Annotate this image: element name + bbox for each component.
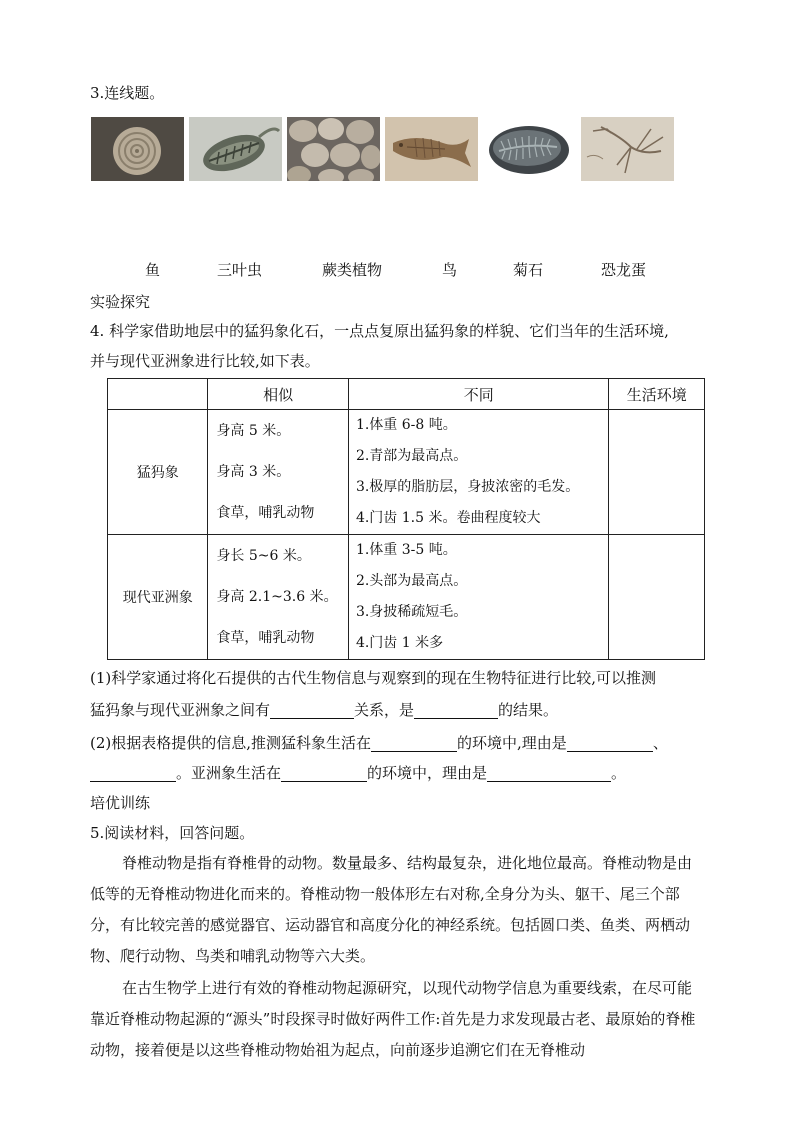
mammoth-similar-1: 身高 5 米。: [216, 422, 291, 439]
dinosaur-egg-fossil-photo: [287, 117, 380, 181]
table-row: [108, 410, 705, 535]
mammoth-similar-2: 身高 3 米。: [216, 463, 291, 480]
q5-heading: 5.阅读材料，回答问题。: [90, 824, 255, 842]
q4-sub1-line1: (1)科学家通过将化石提供的古代生物信息与观察到的现在生物特征进行比较,可以推测: [90, 669, 657, 687]
q5-paragraph-1: 脊椎动物是指有脊椎骨的动物。数量最多、结构最复杂，进化地位最高。脊椎动物是由低等的无脊椎动物进化而来的。脊椎动物一般体形左右对称,全身分为头、躯干、尾三个部分，有比较完善的感觉器官、运动器官和高度分化的神经系统。包括圆口类、鱼类、两栖动物、爬行动物、鸟类和哺乳动物等六大类。: [90, 854, 693, 965]
elephant-similar-cell: [208, 535, 349, 660]
sub2-text-f: 。: [611, 764, 627, 782]
answer-blank-result[interactable]: [414, 700, 498, 719]
elephant-diff-1: 1.体重 3-5 吨。: [355, 542, 457, 558]
table-header-row: [108, 379, 705, 410]
label-ammonite: 菊石: [513, 261, 544, 279]
fern-fossil-photo: [483, 117, 576, 181]
answer-blank-elephant-env[interactable]: [281, 763, 367, 782]
sub2-text-b: 的环境中,理由是: [457, 734, 567, 752]
fish-fossil-photo: [385, 117, 478, 181]
mammoth-diff-3: 3.极厚的脂肪层，身披浓密的毛发。: [355, 479, 580, 495]
mammoth-different-cell: [348, 410, 609, 535]
elephant-diff-4: 4.门齿 1 米多: [355, 635, 444, 651]
elephant-env-cell[interactable]: [609, 535, 705, 660]
answer-blank-mammoth-env[interactable]: [371, 733, 457, 752]
trilobite-fossil-photo: [189, 117, 282, 181]
elephant-similar-3: 食草，哺乳动物: [216, 629, 315, 646]
mammoth-diff-1: 1.体重 6-8 吨。: [355, 417, 457, 433]
header-environment: 生活环境: [609, 379, 705, 410]
q3-heading: 3.连线题。: [90, 84, 165, 102]
ammonite-fossil-photo: [91, 117, 184, 181]
sub1-text-a: 猛犸象与现代亚洲象之间有: [90, 701, 271, 719]
elephant-diff-3: 3.身披稀疏短毛。: [355, 604, 468, 620]
mammoth-diff-2: 2.青部为最高点。: [355, 448, 468, 464]
mammoth-diff-4: 4.门齿 1.5 米。卷曲程度较大: [355, 510, 541, 526]
header-different: 不同: [348, 379, 609, 410]
bird-fossil-photo: [581, 117, 674, 181]
elephant-different-cell: [348, 535, 609, 660]
q4-sub2-line2: [90, 762, 626, 783]
answer-blank-relation[interactable]: [270, 700, 354, 719]
header-similar: 相似: [208, 379, 349, 410]
sub2-text-a: (2)根据表格提供的信息,推测猛科象生活在: [90, 734, 372, 752]
sub1-text-c: 的结果。: [498, 701, 559, 719]
row-name-mammoth: 猛犸象: [108, 410, 208, 535]
label-fern: 蕨类植物: [322, 261, 383, 279]
answer-blank-elephant-reason[interactable]: [487, 763, 611, 782]
table-row: [108, 535, 705, 660]
q5-paragraph-2: 在古生物学上进行有效的脊椎动物起源研究，以现代动物学信息为重要线索，在尽可能靠近脊椎动物起源的“源头”时段探寻时做好两件工作:首先是力求发现最古老、最原始的脊椎动物，接着便是以这些脊椎动物始祖为起点，向前逐步追溯它们在无脊椎动: [90, 979, 696, 1059]
mammoth-similar-3: 食草，哺乳动物: [216, 504, 315, 521]
elephant-similar-2: 身高 2.1~3.6 米。: [216, 588, 338, 605]
sub2-text-d: 。亚洲象生活在: [176, 764, 282, 782]
sub2-text-e: 的环境中，理由是: [367, 764, 488, 782]
q4-sub2-line1: [90, 732, 668, 753]
mammoth-env-cell[interactable]: [609, 410, 705, 535]
section-advanced-heading: 培优训练: [90, 794, 151, 812]
comparison-table: [107, 378, 705, 660]
mammoth-similar-cell: [208, 410, 349, 535]
label-fish: 鱼: [145, 261, 161, 279]
label-bird: 鸟: [442, 261, 458, 279]
elephant-similar-1: 身长 5~6 米。: [216, 547, 311, 564]
q4-intro-line1: 4. 科学家借助地层中的猛犸象化石，一点点复原出猛犸象的样貌、它们当年的生活环境,: [90, 322, 669, 340]
q4-intro-line2: 并与现代亚洲象进行比较,如下表。: [90, 352, 320, 370]
sub2-text-c: 、: [652, 734, 668, 752]
q4-sub1-line2: [90, 699, 558, 720]
row-name-asian-elephant: 现代亚洲象: [108, 535, 208, 660]
answer-blank-reason-2[interactable]: [90, 763, 176, 782]
label-trilobite: 三叶虫: [217, 261, 263, 279]
elephant-diff-2: 2.头部为最高点。: [355, 573, 468, 589]
answer-blank-reason-1[interactable]: [567, 733, 653, 752]
section-experiment-heading: 实验探究: [90, 293, 151, 311]
header-blank: [108, 379, 208, 410]
label-dinosaur-egg: 恐龙蛋: [601, 261, 647, 279]
sub1-text-b: 关系，是: [354, 701, 415, 719]
